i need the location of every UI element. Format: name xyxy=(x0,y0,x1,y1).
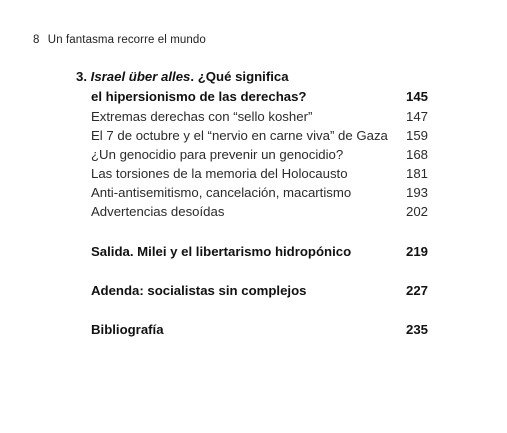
chapter-title-italic: Israel über alles xyxy=(90,69,191,84)
toc-entry-label: ¿Un genocidio para prevenir un genocidio? xyxy=(91,147,344,162)
toc-back-matter-entry[interactable] xyxy=(0,281,507,301)
page-folio: 8 xyxy=(33,34,40,46)
toc-back-matter-entry[interactable] xyxy=(0,320,507,340)
toc-entry-page: 235 xyxy=(405,322,428,337)
toc-entry-page: 202 xyxy=(405,204,428,219)
toc-entry-label: Salida. Milei y el libertarismo hidropónico xyxy=(91,244,352,259)
toc-entry-label: Adenda: socialistas sin complejos xyxy=(91,283,307,298)
toc-entry-label: Anti-antisemitismo, cancelación, macartismo xyxy=(91,185,352,200)
toc-entry-label: El 7 de octubre y el “nervio en carne viva” de Gaza xyxy=(91,128,388,143)
toc-entry-page: 168 xyxy=(405,147,428,162)
chapter-title-rest: . ¿Qué significa xyxy=(190,69,289,84)
toc-entry[interactable] xyxy=(0,183,507,203)
chapter-title-line2: el hipersionismo de las derechas? xyxy=(91,89,307,104)
toc-entry-page: 181 xyxy=(405,166,428,181)
chapter-number: 3. xyxy=(76,69,87,84)
toc-entry-page: 159 xyxy=(405,128,428,143)
toc-entry-label: Advertencias desoídas xyxy=(91,204,225,219)
toc-entry-page: 219 xyxy=(405,244,428,259)
chapter-page-number: 145 xyxy=(405,89,428,104)
toc-entry-label: Las torsiones de la memoria del Holocausto xyxy=(91,166,348,181)
toc-entry-label: Bibliografía xyxy=(91,322,164,337)
toc-entry[interactable] xyxy=(0,126,507,146)
toc-back-matter-entry[interactable] xyxy=(0,242,507,262)
toc-entry[interactable] xyxy=(0,202,507,222)
toc-entry[interactable] xyxy=(0,107,507,127)
toc-entry[interactable] xyxy=(0,164,507,184)
toc-entry[interactable] xyxy=(0,145,507,165)
chapter-title-line[interactable] xyxy=(0,87,507,107)
toc-entry-page: 227 xyxy=(405,283,428,298)
toc-entry-page: 193 xyxy=(405,185,428,200)
toc-entry-label: Extremas derechas con “sello kosher” xyxy=(91,109,313,124)
chapter-heading xyxy=(76,67,289,87)
toc-entry-page: 147 xyxy=(405,109,428,124)
running-head-title: Un fantasma recorre el mundo xyxy=(47,34,206,46)
